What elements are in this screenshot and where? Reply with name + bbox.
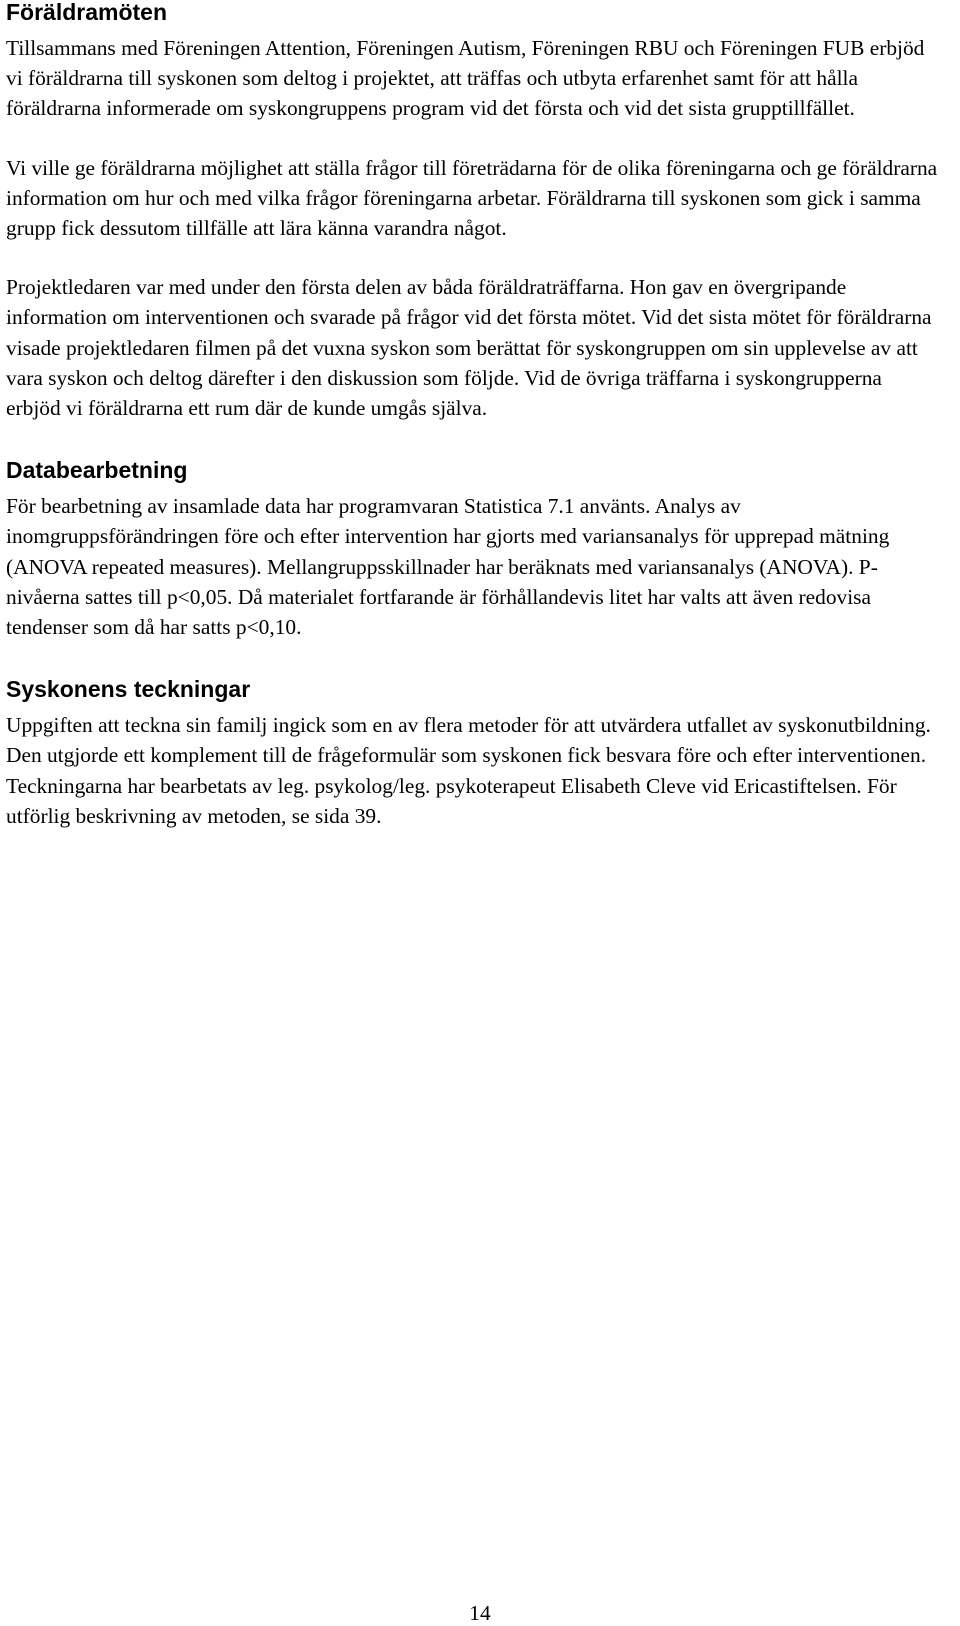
document-body: [6, 0, 941, 831]
paragraph-foraldramoten-3: Projektledaren var med under den första delen av båda föräldraträffarna. Hon gav en övergripande information om interventionen och svarade på frågor vid det första mötet. Vid det sista mötet för föräldrarna visade projektledaren filmen på det vuxna syskon som berättat för syskongruppen om sin upplevelse av att vara syskon och deltog därefter i den diskussion som följde. Vid de övriga träffarna i syskongrupperna erbjöd vi föräldrarna ett rum där de kunde umgås själva.: [6, 275, 932, 421]
paragraph-foraldramoten-1: Tillsammans med Föreningen Attention, Föreningen Autism, Föreningen RBU och Föreningen FUB erbjöd vi föräldrarna till syskonen som deltog i projektet, att träffas och utbyta erfarenhet samt för att hålla föräldrarna informerade om syskongruppens program vid det första och vid det sista grupptillfället.: [6, 36, 925, 121]
heading-syskonens-teckningar: Syskonens teckningar: [6, 676, 251, 703]
heading-foraldramoten: Föräldramöten: [6, 0, 168, 25]
paragraph-syskonens-teckningar: Uppgiften att teckna sin familj ingick som en av flera metoder för att utvärdera utfallet av syskonutbildning. Den utgjorde ett komplement till de frågeformulär som syskonen fick besvara före och efter interventionen. Teckningarna har bearbetats av leg. psykolog/leg. psykoterapeut Elisabeth Cleve vid Ericastiftelsen. För utförlig beskrivning av metoden, se sida 39.: [6, 713, 931, 828]
page-number: 14: [469, 1601, 491, 1625]
heading-databearbetning: Databearbetning: [6, 457, 188, 484]
paragraph-foraldramoten-2: Vi ville ge föräldrarna möjlighet att ställa frågor till företrädarna för de olika föreningarna och ge föräldrarna information om hur och med vilka frågor föreningarna arbetar. Föräldrarna till syskonen som gick i samma grupp fick dessutom tillfälle att lära känna varandra något.: [6, 155, 938, 241]
paragraph-databearbetning: För bearbetning av insamlade data har programvaran Statistica 7.1 använts. Analys av inomgruppsförändringen före och efter intervention har gjorts med variansanalys för upprepad mätning (ANOVA repeated measures). Mellangruppsskillnader har beräknats med variansanalys (ANOVA). P-nivåerna sattes till p<0,05. Då materialet fortfarande är förhållandevis litet har valts att även redovisa tendenser som då har satts p<0,10.: [6, 494, 890, 640]
